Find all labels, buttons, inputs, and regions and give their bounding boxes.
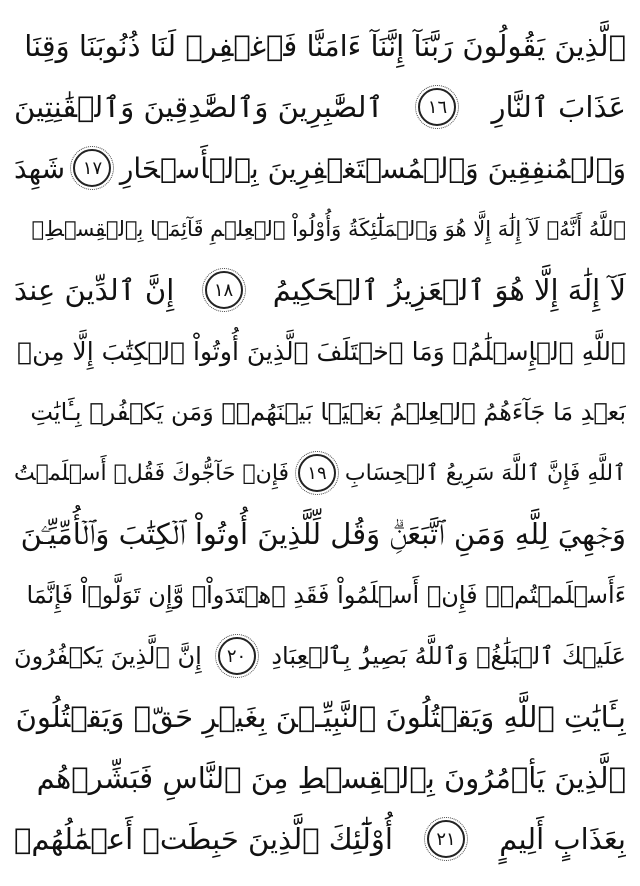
text-line [14,382,626,442]
verse-text-segment: أُوْلَٰٓئِكَ ٱلَّذِينَ حَبِطَتۡ أَعۡمَٰلُهُمۡ [14,822,393,856]
verse-text-segment: بَعۡدِ مَا جَآءَهُمُ ٱلۡعِلۡمُ بَغۡيَۢا بَيۡنَهُمۡۗ وَمَن يَكۡفُرۡ بِـَٔايَٰتِ [30,398,626,426]
text-line [14,504,626,564]
text-line [14,626,626,686]
verse-text-segment: لَآ إِلَٰهَ إِلَّا هُوَ ٱلۡعَزِيزُ ٱلۡحَكِيمُ [272,273,626,307]
ayah-number-marker: ١٧ [73,149,111,187]
verse-text-segment: فَإِنۡ حَآجُّوكَ فَقُلۡ أَسۡلَمۡتُ [14,460,290,486]
ayah-number-marker: ١٦ [418,88,456,126]
verse-text-segment: ٱلَّذِينَ يَأۡمُرُونَ بِٱلۡقِسۡطِ مِنَ ٱلنَّاسِ فَبَشِّرۡهُم [36,761,626,795]
verse-text-segment: وَجۡهِيَ لِلَّهِ وَمَنِ ٱتَّبَعَنِۗ وَقُل لِّلَّذِينَ أُوتُواْ ٱلۡكِتَٰبَ وَٱلۡأُمِّيِّـۧنَ [20,516,626,551]
verse-text-segment: ٱلصَّٰبِرِينَ وَٱلصَّٰدِقِينَ وَٱلۡقَٰنِتِينَ [14,90,384,124]
text-line [14,809,626,869]
verse-text-segment: بِعَذَابٍ أَلِيمٍ [499,822,626,856]
ayah-number-marker: ٢٠ [218,637,256,675]
verse-text-segment: ءَأَسۡلَمۡتُمۡۚ فَإِنۡ أَسۡلَمُواْ فَقَدِ ٱهۡتَدَواْۖ وَّإِن تَوَلَّوۡاْ فَإِنَّمَا [26,581,626,609]
text-line [14,16,626,76]
verse-text-segment: عَذَابَ ٱلنَّارِ [491,90,626,124]
verse-text-segment: ٱلَّذِينَ يَقُولُونَ رَبَّنَآ إِنَّنَآ ءَامَنَّا فَٱغۡفِرۡ لَنَا ذُنُوبَنَا وَقِنَا [24,29,626,63]
verse-text-segment: ٱللَّهُ أَنَّهُۥ لَآ إِلَٰهَ إِلَّا هُوَ وَٱلۡمَلَٰٓئِكَةُ وَأُوْلُواْ ٱلۡعِلۡمِ قَآئِمَۢا بِٱلۡقِسۡطِۚ [31,217,626,241]
verse-text-segment: ٱللَّهِ ٱلۡإِسۡلَٰمُۗ وَمَا ٱخۡتَلَفَ ٱلَّذِينَ أُوتُواْ ٱلۡكِتَٰبَ إِلَّا مِنۢ [17,336,626,366]
text-line [14,565,626,625]
text-line [14,138,626,198]
verse-text-segment: ٱللَّهِ فَإِنَّ ٱللَّهَ سَرِيعُ ٱلۡحِسَابِ [344,460,626,486]
text-line [14,260,626,320]
verse-text-segment: بِـَٔايَٰتِ ٱللَّهِ وَيَقۡتُلُونَ ٱلنَّبِيِّـۧنَ بِغَيۡرِ حَقّٖ وَيَقۡتُلُونَ [15,700,626,734]
text-line [14,321,626,381]
text-line [14,443,626,503]
verse-text-segment: إِنَّ ٱلدِّينَ عِندَ [14,273,175,307]
text-line [14,748,626,808]
text-line [14,687,626,747]
text-line [14,77,626,137]
text-line [14,199,626,259]
ayah-number-marker: ١٨ [205,271,243,309]
verse-text-segment: عَلَيۡكَ ٱلۡبَلَٰغُۗ وَٱللَّهُ بَصِيرُۢ بِٱلۡعِبَادِ [271,642,626,670]
ayah-number-marker: ١٩ [298,454,336,492]
verse-text-segment: إِنَّ ٱلَّذِينَ يَكۡفُرُونَ [14,642,202,670]
verse-text-segment: شَهِدَ [14,151,66,185]
quran-text-block [14,0,626,886]
verse-text-segment: وَٱلۡمُنفِقِينَ وَٱلۡمُسۡتَغۡفِرِينَ بِٱلۡأَسۡحَارِ [119,151,626,185]
ayah-number-marker: ٢١ [427,820,465,858]
